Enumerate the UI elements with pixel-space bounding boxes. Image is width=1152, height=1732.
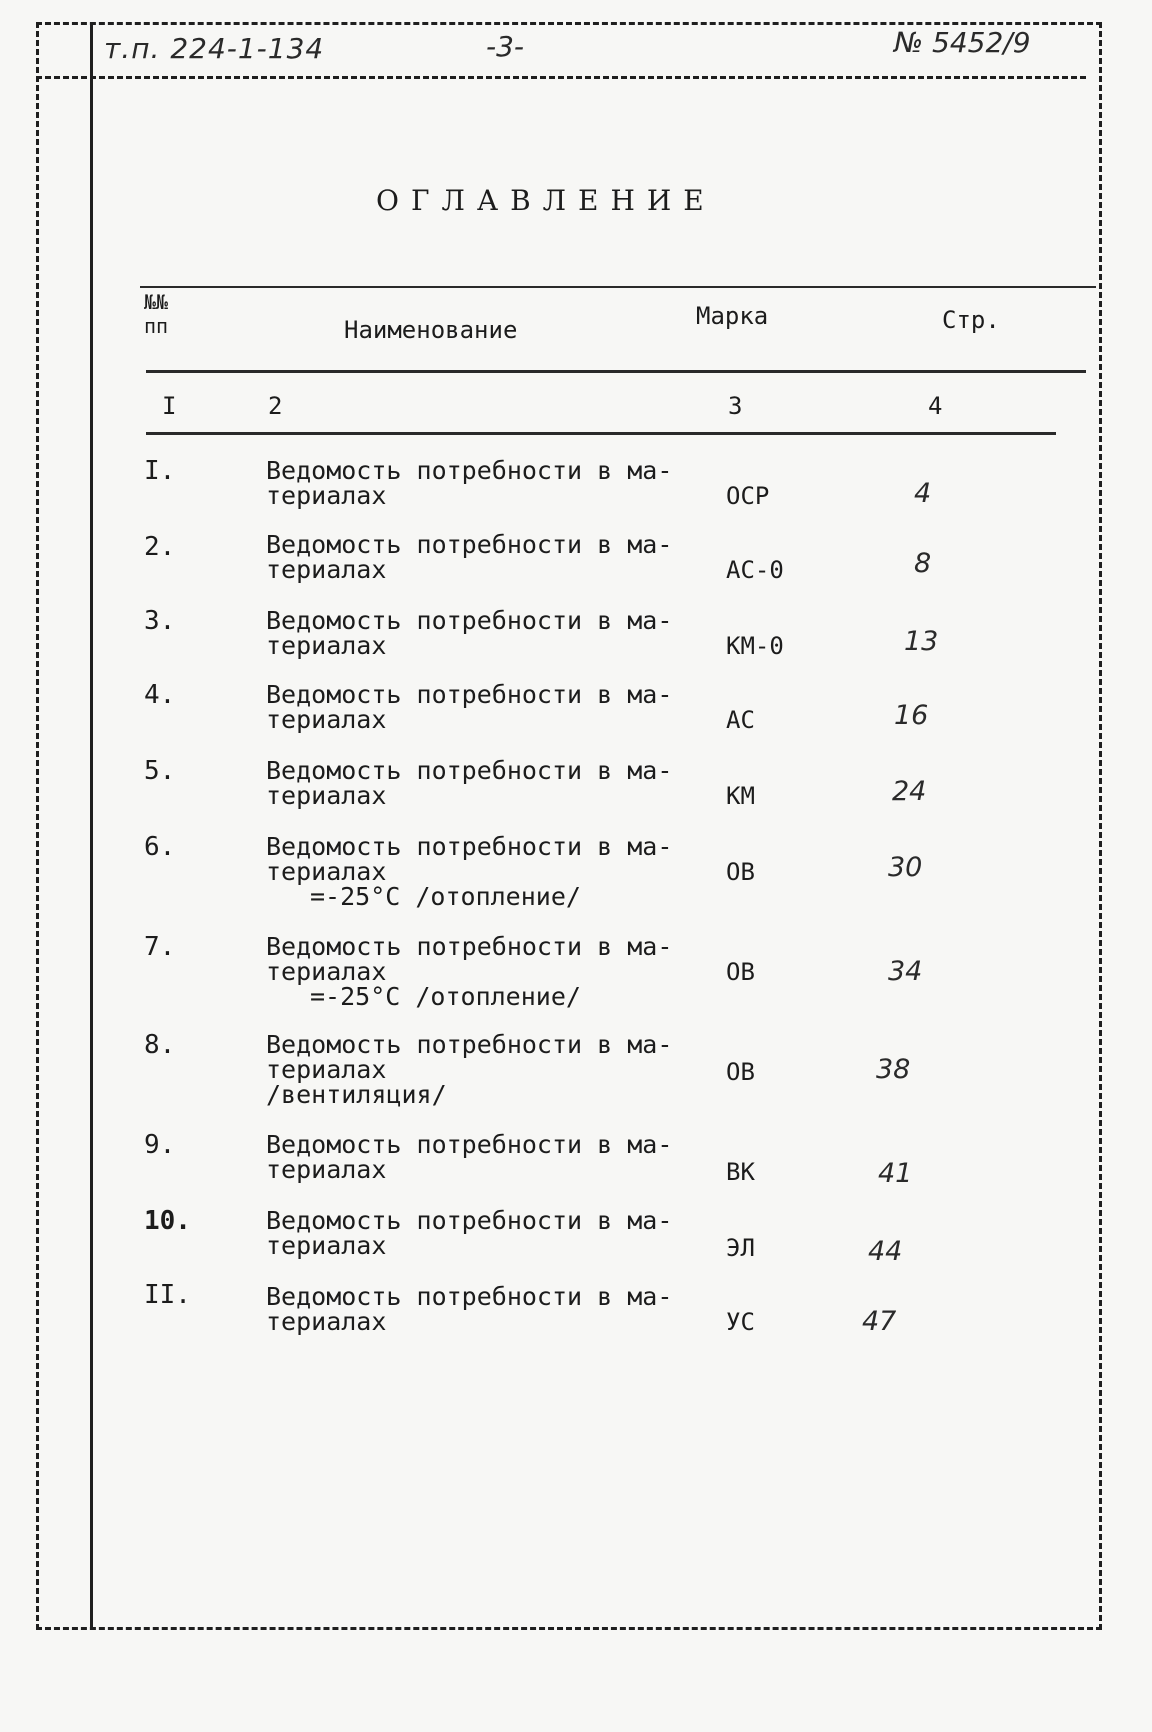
row-name (266, 834, 706, 909)
document-code: т.п. 224-1-134 (104, 32, 325, 65)
row-number: 2. (144, 532, 176, 562)
row-page: 13 (904, 626, 939, 657)
row-name-line2: териалах (266, 857, 387, 886)
row-number: 5. (144, 756, 176, 786)
row-name-line2: териалах (266, 781, 387, 810)
row-page: 24 (892, 776, 927, 807)
column-number-3: 3 (728, 392, 743, 420)
sheet-number: № 5452/9 (894, 26, 1031, 59)
row-page: 41 (878, 1158, 913, 1189)
column-numbers-rule (146, 432, 1056, 435)
row-name-line1: Ведомость потребности в ма- (266, 932, 673, 961)
row-name (266, 1284, 706, 1334)
row-name-line1: Ведомость потребности в ма- (266, 1206, 673, 1235)
row-name (266, 1208, 706, 1258)
row-number: 3. (144, 606, 176, 636)
row-number: 4. (144, 680, 176, 710)
row-number: 6. (144, 832, 176, 862)
row-number: 7. (144, 932, 176, 962)
row-number: I. (144, 456, 176, 486)
row-page: 44 (868, 1236, 903, 1267)
page-number: -3- (486, 30, 525, 63)
header-bottom-rule (146, 370, 1086, 373)
row-name-line1: Ведомость потребности в ма- (266, 756, 673, 785)
row-mark: КМ-0 (726, 632, 784, 660)
row-name-line2: териалах (266, 1055, 387, 1084)
row-name-line2: териалах (266, 481, 387, 510)
page-frame (36, 22, 1102, 1630)
row-name-line2: териалах (266, 957, 387, 986)
row-page: 8 (914, 548, 932, 579)
row-name-line1: Ведомость потребности в ма- (266, 1282, 673, 1311)
row-name (266, 532, 706, 582)
page-title: ОГЛАВЛЕНИЕ (376, 184, 716, 217)
row-mark: КМ (726, 782, 755, 810)
row-page: 38 (876, 1054, 911, 1085)
column-number-2: 2 (268, 392, 283, 420)
column-header-page: Стр. (942, 306, 1000, 334)
row-name-line2: териалах (266, 631, 387, 660)
row-page: 34 (888, 956, 923, 987)
row-page: 47 (862, 1306, 897, 1337)
row-mark: ЭЛ (726, 1234, 755, 1262)
row-name-line2: териалах (266, 1307, 387, 1336)
row-number: 9. (144, 1130, 176, 1160)
row-name (266, 758, 706, 808)
row-name (266, 1132, 706, 1182)
row-number: II. (144, 1280, 191, 1310)
row-number: 8. (144, 1030, 176, 1060)
table-top-rule (140, 286, 1096, 288)
column-number-1: I (162, 392, 177, 420)
row-name-note: =-25°С /отопление/ (310, 882, 581, 911)
row-name-line1: Ведомость потребности в ма- (266, 1130, 673, 1159)
row-page: 16 (894, 700, 929, 731)
row-mark: ОВ (726, 858, 755, 886)
binding-margin-line (90, 22, 93, 1630)
row-name-line1: Ведомость потребности в ма- (266, 456, 673, 485)
row-mark: АС (726, 706, 755, 734)
row-number: 10. (144, 1206, 191, 1236)
row-name-line1: Ведомость потребности в ма- (266, 1030, 673, 1059)
column-header-name: Наименование (344, 316, 518, 344)
row-name-line1: Ведомость потребности в ма- (266, 606, 673, 635)
row-name (266, 1032, 706, 1107)
row-name-line2: териалах (266, 705, 387, 734)
row-mark: ОВ (726, 958, 755, 986)
row-mark: АС-0 (726, 556, 784, 584)
row-name (266, 608, 706, 658)
row-name-line1: Ведомость потребности в ма- (266, 680, 673, 709)
row-mark: ОВ (726, 1058, 755, 1086)
row-name-line2: териалах (266, 555, 387, 584)
row-name-line1: Ведомость потребности в ма- (266, 832, 673, 861)
row-page: 4 (914, 478, 932, 509)
row-name (266, 682, 706, 732)
row-name-note: =-25°С /отопление/ (310, 982, 581, 1011)
column-header-num: №№ пп (144, 290, 169, 338)
row-name (266, 458, 706, 508)
column-number-4: 4 (928, 392, 943, 420)
row-mark: ВК (726, 1158, 755, 1186)
row-name-line2: териалах (266, 1155, 387, 1184)
column-header-mark: Марка (696, 302, 769, 330)
row-name (266, 934, 706, 1009)
row-page: 30 (888, 852, 923, 883)
header-divider (36, 76, 1086, 82)
row-mark: УС (726, 1308, 755, 1336)
row-name-line1: Ведомость потребности в ма- (266, 530, 673, 559)
row-name-note: /вентиляция/ (266, 1080, 447, 1109)
row-name-line2: териалах (266, 1231, 387, 1260)
row-mark: ОСР (726, 482, 770, 510)
